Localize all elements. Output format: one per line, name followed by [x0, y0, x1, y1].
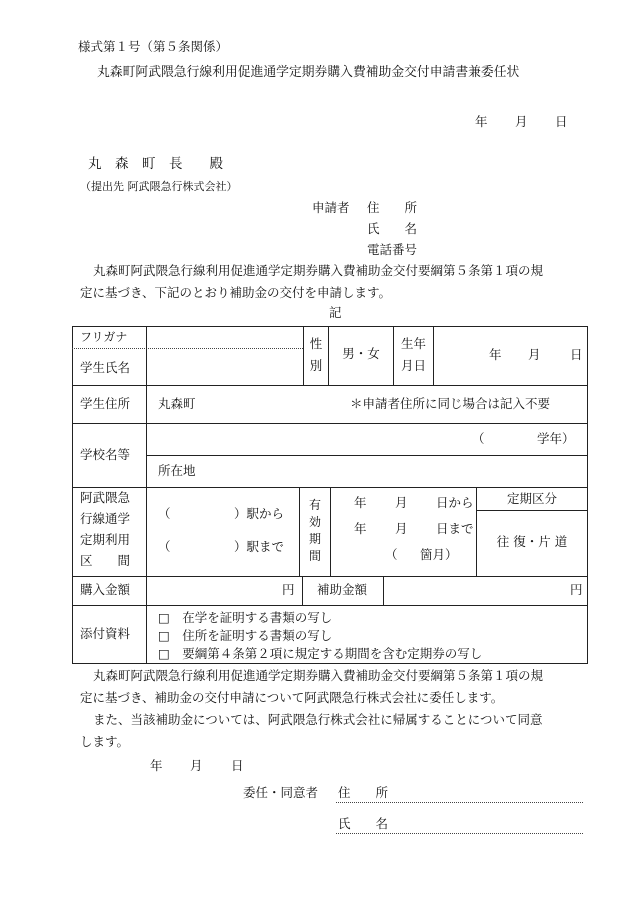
school-grade: 学年）: [537, 431, 575, 446]
valid-label-1: 有: [308, 498, 321, 512]
attachment-item: □ 在学を証明する書類の写し: [158, 610, 333, 625]
applicant-name-label: 氏 名: [367, 221, 418, 236]
valid-to-month: 月: [395, 521, 408, 536]
valid-label-4: 間: [308, 549, 321, 563]
student-name-label: 学生氏名: [80, 360, 131, 375]
bottom-date-month: 月: [190, 758, 203, 773]
birth-day: 日: [570, 347, 583, 362]
sex-options: 男・女: [342, 346, 380, 361]
period-type-label: 定期区分: [506, 491, 557, 506]
applicant-address-label: 住 所: [367, 200, 418, 215]
address-prefix: 丸森町: [158, 396, 196, 411]
subsidy-yen: 円: [570, 582, 583, 597]
delegation-line-4: します。: [80, 734, 130, 749]
bottom-date-day: 日: [231, 758, 244, 773]
route-to: ）駅まで: [234, 539, 285, 554]
valid-to: 日まで: [436, 521, 474, 536]
school-location: 所在地: [158, 463, 196, 478]
sex-label-1: 性: [309, 336, 323, 351]
intro-line-2: 定に基づき、下記のとおり補助金の交付を申請します。: [80, 285, 392, 300]
delegator-name-label: 氏 名: [338, 816, 389, 831]
period-type-options: 往 復・片 道: [496, 534, 568, 549]
attachments-label: 添付資料: [80, 626, 131, 641]
applicant-phone-label: 電話番号: [367, 242, 418, 257]
purchase-yen: 円: [282, 582, 295, 597]
route-label-3: 定期利用: [80, 532, 131, 547]
valid-from-month: 月: [395, 495, 408, 510]
valid-from: 日から: [436, 495, 474, 510]
delegator-address-label: 住 所: [338, 785, 389, 800]
school-label: 学校名等: [80, 447, 131, 462]
attachment-item: □ 要綱第４条第２項に規定する期間を含む定期券の写し: [158, 646, 483, 661]
date-month: 月: [515, 114, 528, 129]
valid-months-open: （: [385, 547, 398, 562]
intro-line-1: 丸森町阿武隈急行線利用促進通学定期券購入費補助金交付要綱第５条第１項の規: [93, 263, 544, 278]
delegation-line-1: 丸森町阿武隈急行線利用促進通学定期券購入費補助金交付要綱第５条第１項の規: [93, 668, 544, 683]
valid-label-2: 効: [308, 515, 321, 529]
school-grade-open: （: [472, 431, 485, 446]
delegation-line-3: また、当該補助金については、阿武隈急行株式会社に帰属することについて同意: [93, 712, 543, 727]
furigana-label: フリガナ: [80, 330, 128, 344]
applicant-label: 申請者: [312, 200, 350, 215]
valid-months: 箇月）: [420, 547, 458, 562]
sex-label-2: 別: [309, 358, 323, 373]
route-label-1: 阿武隈急: [80, 490, 131, 505]
delegator-label: 委任・同意者: [243, 785, 319, 800]
birth-label-2: 月日: [400, 358, 426, 373]
route-to-open: （: [158, 539, 171, 554]
delegator-name-line: [336, 833, 583, 834]
bottom-date-year: 年: [150, 758, 163, 773]
delegator-address-line: [336, 802, 583, 803]
birth-year: 年: [489, 347, 502, 362]
valid-label-3: 期: [308, 532, 321, 546]
form-number: 様式第１号（第５条関係）: [78, 39, 229, 54]
valid-from-year: 年: [354, 495, 367, 510]
addressee: 丸 森 町 長 殿: [88, 156, 223, 172]
date-day: 日: [555, 114, 568, 129]
birth-label-1: 生年: [400, 336, 426, 351]
attachment-item: □ 住所を証明する書類の写し: [158, 628, 333, 643]
subsidy-amount-label: 補助金額: [317, 582, 368, 597]
valid-to-year: 年: [354, 521, 367, 536]
route-from-open: （: [158, 506, 171, 521]
address-note: ＊申請者住所に同じ場合は記入不要: [350, 396, 551, 411]
birth-month: 月: [528, 347, 541, 362]
submit-to: （提出先 阿武隈急行株式会社）: [80, 180, 238, 193]
student-address-label: 学生住所: [80, 396, 131, 411]
route-label-4: 区 間: [80, 553, 131, 568]
form-title: 丸森町阿武隈急行線利用促進通学定期券購入費補助金交付申請書兼委任状: [97, 65, 520, 80]
route-label-2: 行線通学: [80, 511, 131, 526]
route-from: ）駅から: [234, 506, 285, 521]
ki-heading: 記: [329, 305, 342, 320]
purchase-amount-label: 購入金額: [80, 582, 131, 597]
delegation-line-2: 定に基づき、補助金の交付申請について阿武隈急行株式会社に委任します。: [80, 690, 504, 705]
date-year: 年: [475, 114, 488, 129]
